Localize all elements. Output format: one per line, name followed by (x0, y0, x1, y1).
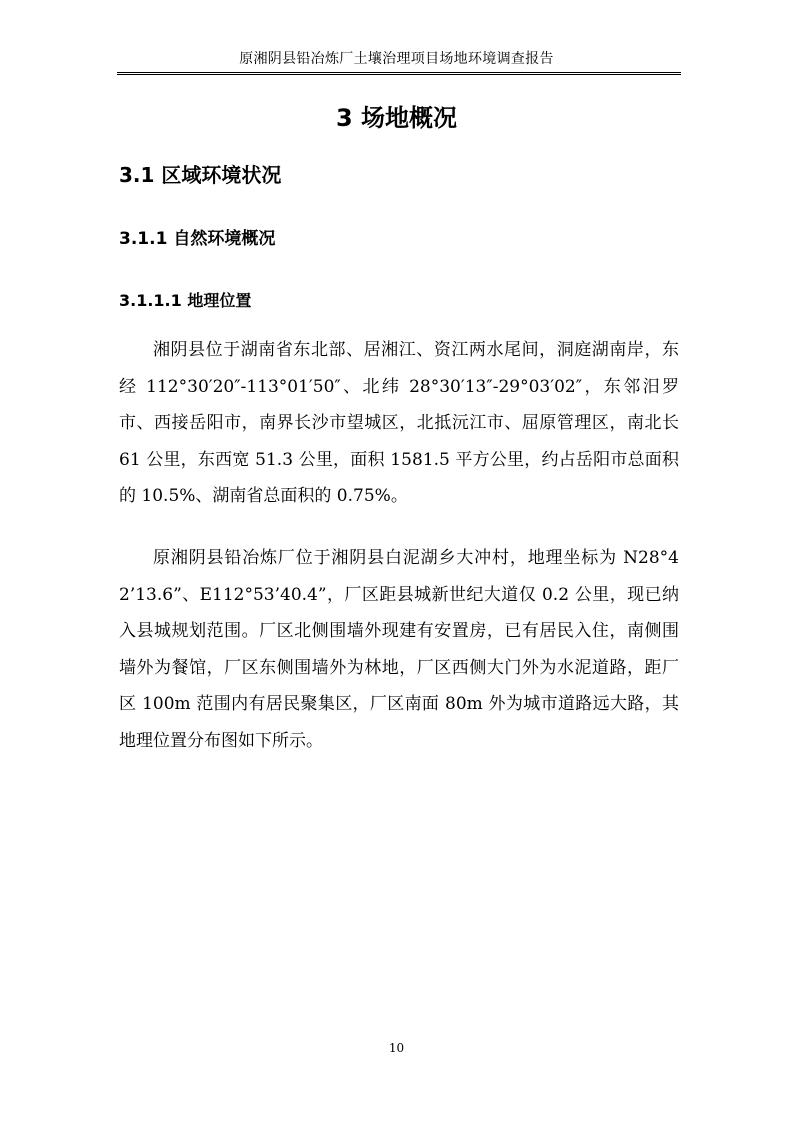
chapter-title: 3 场地概况 (335, 104, 458, 132)
page-number: 10 (388, 1041, 405, 1055)
subsubsection-heading: 3.1.1.1 地理位置 (119, 291, 252, 310)
header-divider (117, 72, 681, 75)
running-header: 原湘阴县铅冶炼厂土壤治理项目场地环境调查报告 (239, 51, 554, 67)
paragraph-location-county: 湘阴县位于湖南省东北部、居湘江、资江两水尾间，洞庭湖南岸，东经 112°30′20″-113°01′50″、北纬 28°30′13″-29°03′02″，东邻汨罗市、西接岳阳市，南界长沙市望城区，北抵沅江市、屈原管理区，南北长 61 公里，东西宽 51.3 公里，面积 1581.5 平方公里，约占岳阳市总面积的 10.5%、湖南省总面积的 0.75%。 (119, 340, 679, 506)
paragraph-location-site: 原湘阴县铅冶炼厂位于湘阴县白泥湖乡大冲村，地理坐标为 N28°42’13.6”、E112°53’40.4”，厂区距县城新世纪大道仅 0.2 公里，现已纳入县城规划范围。厂区北侧围墙外现建有安置房，已有居民入住，南侧围墙外为餐馆，厂区东侧围墙外为林地，厂区西侧大门外为水泥道路，距厂区 100m 范围内有居民聚集区，厂区南面 80m 外为城市道路远大路，其地理位置分布图如下所示。 (119, 548, 679, 751)
section-heading: 3.1 区域环境状况 (119, 163, 282, 187)
subsection-heading: 3.1.1 自然环境概况 (119, 229, 276, 249)
